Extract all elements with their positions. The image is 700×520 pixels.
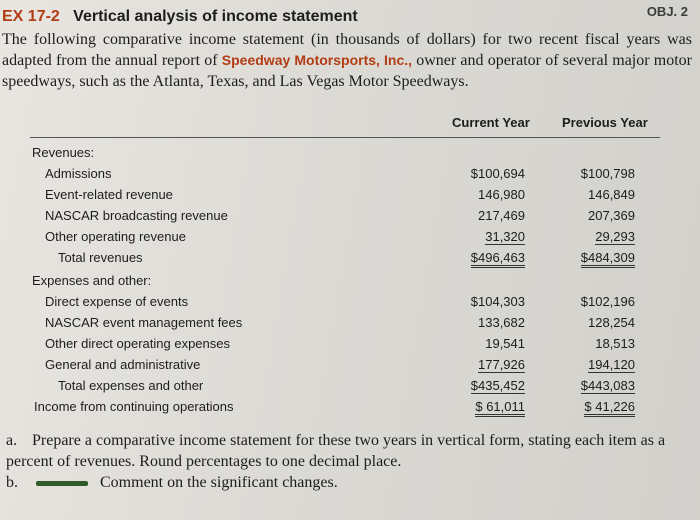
previous-year-value: $102,196 (580, 294, 635, 309)
row-label: Expenses and other: (32, 273, 152, 288)
previous-year-value: 29,293 (595, 229, 635, 244)
statement-row (30, 315, 660, 336)
statement-row (30, 166, 660, 187)
current-year-value: 19,541 (485, 336, 525, 351)
row-label: Revenues: (32, 145, 95, 160)
question-b-tag: b. (6, 474, 18, 491)
current-year-value: 133,682 (478, 315, 525, 330)
statement-row (30, 187, 660, 208)
current-year-value: $100,694 (470, 166, 525, 181)
exercise-heading (2, 8, 358, 26)
row-label: General and administrative (45, 357, 201, 372)
highlighter-mark-icon (36, 481, 88, 486)
row-label: Direct expense of events (45, 294, 189, 309)
row-label: Other operating revenue (45, 229, 186, 244)
exercise-code: EX 17-2 (2, 8, 60, 25)
question-a-text: Prepare a comparative income statement for these two years in vertical form, stating each item as a percent of revenues. Round percentages to one decimal place. (6, 432, 666, 470)
current-year-value: 217,469 (478, 208, 525, 223)
statement-row (30, 208, 660, 229)
statement-row (30, 229, 660, 250)
statement-row (30, 336, 660, 357)
row-label: Event-related revenue (45, 187, 173, 202)
statement-row (30, 294, 660, 315)
column-header-current-year: Current Year (452, 115, 530, 130)
row-label: Total revenues (58, 250, 143, 265)
current-year-value: 31,320 (485, 229, 525, 244)
exercise-title: Vertical analysis of income statement (73, 8, 358, 25)
question-b (6, 472, 694, 493)
current-year-value: 177,926 (478, 357, 525, 372)
row-label: Admissions (45, 166, 112, 181)
row-label: Other direct operating expenses (45, 336, 230, 351)
previous-year-value: 18,513 (595, 336, 635, 351)
previous-year-value: $ 41,226 (584, 399, 635, 417)
statement-row-net-income (30, 399, 660, 420)
previous-year-value: 194,120 (588, 357, 635, 372)
row-label: Income from continuing operations (34, 399, 234, 414)
company-name: Speedway Motorsports, Inc., (221, 52, 413, 68)
intro-text-1: The following comparative income statement (in thousands of dollars) for two recent fiscal years was adapted from the annual report of (2, 31, 692, 69)
row-label: NASCAR broadcasting revenue (45, 208, 228, 223)
previous-year-value: 128,254 (588, 315, 635, 330)
statement-row-total (30, 250, 660, 271)
previous-year-value: 146,849 (588, 187, 635, 202)
previous-year-value: $100,798 (580, 166, 635, 181)
intro-paragraph (2, 29, 692, 92)
current-year-value: $104,303 (470, 294, 525, 309)
current-year-value: $496,463 (471, 250, 525, 268)
statement-row (30, 145, 660, 166)
current-year-value: 146,980 (478, 187, 525, 202)
question-a (6, 430, 694, 472)
previous-year-value: $484,309 (581, 250, 635, 268)
current-year-value: $435,452 (470, 378, 525, 393)
current-year-value: $ 61,011 (475, 399, 525, 417)
question-a-tag: a. (6, 432, 18, 449)
previous-year-value: 207,369 (588, 208, 635, 223)
column-header-previous-year: Previous Year (562, 115, 648, 130)
header-rule (30, 137, 660, 138)
question-b-text: Comment on the significant changes. (100, 474, 338, 491)
row-label: Total expenses and other (58, 378, 204, 393)
statement-row-total (30, 378, 660, 399)
row-label: NASCAR event management fees (45, 315, 243, 330)
intro-text-2: owner and operator of several major motor speedways, such as the Atlanta, Texas, and Las Vegas Motor Speedways. (2, 52, 692, 90)
statement-row (30, 273, 660, 294)
statement-row (30, 357, 660, 378)
objective-label: OBJ. 2 (646, 4, 688, 19)
previous-year-value: $443,083 (580, 378, 635, 393)
